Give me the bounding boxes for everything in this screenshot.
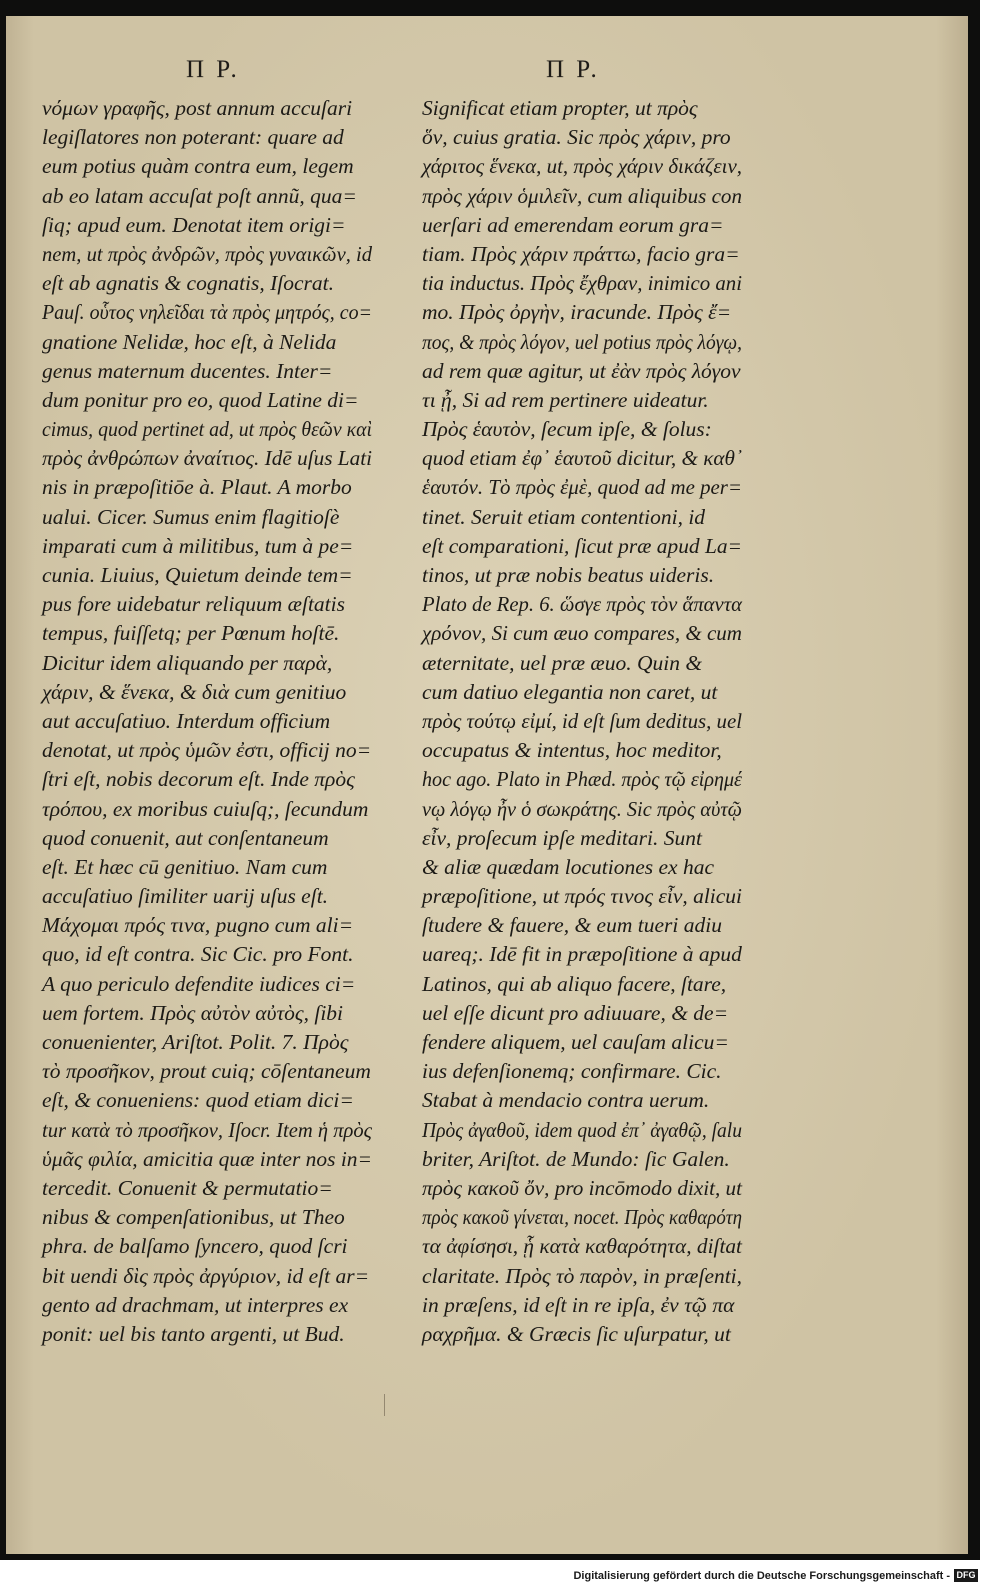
- text-line: ſtudere & fauere, & eum tueri adiu: [422, 913, 722, 938]
- text-line: Latinos, qui ab aliquo facere, ſtare,: [422, 971, 727, 996]
- text-line: εἶν, proſecum ipſe meditari. Sunt: [422, 825, 702, 850]
- text-line: Significat etiam propter, ut πρὸς: [422, 96, 698, 120]
- text-line: Μάχομαι πρός τινα, pugno cum ali=: [42, 913, 354, 938]
- margin-mark: [384, 1394, 385, 1416]
- text-line: ραχρῆμα. & Græcis ſic uſurpatur, ut: [422, 1321, 731, 1346]
- text-line: eſt ab agnatis & cognatis, Iſocrat.: [42, 271, 335, 296]
- text-column-right: [422, 94, 742, 1349]
- text-line: tia inductus. Πρὸς ἔχθραν, inimico ani: [422, 271, 742, 296]
- text-line: νόμων γραφῆς, post annum accuſari: [42, 96, 353, 120]
- text-line: πρὸς κακοῦ γίνεται, nocet. Πρὸς καθαρότη: [422, 1205, 742, 1230]
- text-line: Pauſ. οὗτος νηλεῖδαι τὰ πρὸς μητρός, co=: [42, 300, 372, 325]
- text-line: tempus, fuiſſetq; per Pœnum hoſtē.: [42, 621, 340, 646]
- text-line: cimus, quod pertinet ad, ut πρὸς θεῶν καὶ: [42, 417, 372, 442]
- text-line: πρὸς τούτῳ εἰμί, id eſt ſum deditus, uel: [422, 708, 742, 733]
- text-line: ſtri eſt, nobis decorum eſt. Inde πρὸς: [42, 767, 355, 792]
- text-line: ſiq; apud eum. Denotat item origi=: [42, 212, 346, 237]
- text-line: A quo periculo defendite iudices ci=: [42, 971, 356, 996]
- text-line: ius defenſionemq; confirmare. Cic.: [422, 1059, 722, 1084]
- footer-credit: Digitalisierung gefördert durch die Deutsche Forschungsgemeinschaft -: [573, 1570, 950, 1582]
- text-line: aut accuſatiuo. Interdum officium: [42, 708, 331, 733]
- text-line: πρὸς ἀνθρώπων ἀναίτιος. Idē uſus Lati: [42, 446, 372, 471]
- text-line: uareq;. Idē fit in præpoſitione à apud: [422, 942, 742, 967]
- text-line: bit uendi δὶς πρὸς ἀργύριον, id eſt ar=: [42, 1263, 370, 1288]
- text-line: τι ᾖ, Si ad rem pertinere uideatur.: [422, 387, 709, 412]
- text-line: in præſens, id eſt in re ipſa, ἐν τῷ πα: [422, 1292, 735, 1317]
- text-line: tercedit. Conuenit & permutatio=: [42, 1175, 333, 1200]
- text-line: ponit: uel bis tanto argenti, ut Bud.: [42, 1321, 345, 1346]
- text-line: conuenienter, Ariſtot. Polit. 7. Πρὸς: [42, 1030, 349, 1054]
- text-line: mo. Πρὸς ὀργὴν, iracunde. Πρὸς ἔ=: [422, 300, 732, 325]
- footer-bar: [0, 1562, 1000, 1592]
- text-line: ὑμᾶς φιλία, amicitia quæ inter nos in=: [42, 1146, 372, 1171]
- text-line: nem, ut πρὸς ἀνδρῶν, πρὸς γυναικῶν, id: [42, 241, 372, 266]
- running-head-right: Π Ρ.: [546, 56, 600, 83]
- text-column-left: [42, 94, 372, 1349]
- dfg-logo: DFG: [954, 1569, 978, 1582]
- text-line: quod etiam ἐφ᾽ ἑαυτοῦ dicitur, & καθ᾽: [422, 446, 742, 471]
- text-line: genus maternum ducentes. Inter=: [42, 358, 333, 383]
- text-line: tiam. Πρὸς χάριν πράττω, facio gra=: [422, 241, 740, 266]
- text-line: χάριν, & ἕνεκα, & διὰ cum genitiuo: [42, 679, 347, 704]
- text-line: ἑαυτόν. Τὸ πρὸς ἐμὲ, quod ad me per=: [422, 475, 742, 500]
- text-line: uerſari ad emerendam eorum gra=: [422, 212, 724, 237]
- text-line: ualui. Cicer. Sumus enim flagitioſè: [42, 504, 340, 529]
- text-line: Stabat à mendacio contra uerum.: [422, 1088, 710, 1113]
- text-line: ad rem quæ agitur, ut ἐὰν πρὸς λόγον: [422, 358, 741, 383]
- text-line: æternitate, uel præ æuo. Quin &: [422, 650, 703, 675]
- text-line: dum ponitur pro eo, quod Latine di=: [42, 387, 359, 412]
- text-line: πρὸς κακοῦ ὄν, pro incōmodo dixit, ut: [422, 1175, 742, 1200]
- text-line: ὅν, cuius gratia. Sic πρὸς χάριν, pro: [422, 125, 731, 150]
- text-line: eſt. Et hæc cū genitiuo. Nam cum: [42, 854, 328, 879]
- text-line: eſt comparationi, ſicut præ apud La=: [422, 533, 742, 558]
- text-line: quod conuenit, aut conſentaneum: [42, 825, 329, 850]
- text-line: eum potius quàm contra eum, legem: [42, 154, 354, 179]
- text-line: χάριτος ἕνεκα, ut, πρὸς χάριν δικάζειν,: [422, 154, 742, 179]
- text-line: Πρὸς ἀγαθοῦ, idem quod ἐπ᾽ ἀγαθῷ, ſalu: [422, 1117, 742, 1142]
- text-line: quo, id eſt contra. Sic Cic. pro Font.: [42, 942, 354, 967]
- text-line: πρὸς χάριν ὁμιλεῖν, cum aliquibus con: [422, 183, 742, 208]
- text-line: τα ἀφίσησι, ᾗ κατὰ καθαρότητα, diſtat: [422, 1234, 742, 1259]
- text-line: uel eſſe dicunt pro adiuuare, & de=: [422, 1000, 729, 1025]
- text-line: tinet. Seruit etiam contentioni, id: [422, 504, 706, 529]
- text-line: cum datiuo elegantia non caret, ut: [422, 679, 718, 704]
- text-line: imparati cum à militibus, tum à pe=: [42, 533, 354, 558]
- text-line: ab eo latam accuſat poſt annũ, qua=: [42, 183, 357, 208]
- text-line: Dicitur idem aliquando per παρὰ,: [42, 650, 333, 675]
- text-line: accuſatiuo ſimiliter uarij uſus eſt.: [42, 884, 329, 909]
- text-line: Πρὸς ἑαυτὸν, ſecum ipſe, & ſolus:: [422, 417, 712, 442]
- text-line: gnatione Nelidæ, hoc eſt, à Nelida: [42, 329, 337, 354]
- text-line: hoc ago. Plato in Phæd. πρὸς τῷ εἰρημέ: [422, 767, 742, 792]
- text-line: τρόπου, ex moribus cuiuſq;, ſecundum: [42, 796, 369, 821]
- text-line: Plato de Rep. 6. ὥσγε πρὸς τὸν ἅπαντα: [422, 592, 742, 617]
- text-line: & aliæ quædam locutiones ex hac: [422, 854, 715, 879]
- text-line: nibus & compenſationibus, ut Theo: [42, 1205, 345, 1230]
- text-line: nis in præpoſitiōe à. Plaut. A morbo: [42, 475, 352, 500]
- text-line: tinos, ut præ nobis beatus uideris.: [422, 563, 715, 587]
- text-line: cunia. Liuius, Quietum deinde tem=: [42, 563, 353, 587]
- text-line: gento ad drachmam, ut interpres ex: [42, 1292, 349, 1317]
- text-line: πος, & πρὸς λόγον, uel potius πρὸς λόγῳ,: [422, 329, 742, 354]
- book-page: [6, 16, 968, 1554]
- text-line: præpoſitione, ut πρός τινος εἶν, alicui: [422, 884, 742, 909]
- text-line: denotat, ut πρὸς ὑμῶν ἐστι, officij no=: [42, 738, 372, 763]
- text-line: briter, Ariſtot. de Mundo: ſic Galen.: [422, 1146, 730, 1171]
- text-line: pus fore uidebatur reliquum æſtatis: [42, 592, 345, 617]
- text-line: claritate. Πρὸς τὸ παρὸν, in præſenti,: [422, 1263, 742, 1288]
- text-line: uem fortem. Πρὸς αὐτὸν αὐτὸς, ſibi: [42, 1000, 344, 1025]
- text-line: νῳ λόγῳ ἦν ὁ σωκράτης. Sic πρὸς αὐτῷ: [422, 796, 742, 821]
- text-line: legiſlatores non poterant: quare ad: [42, 125, 344, 150]
- text-line: tur κατὰ τὸ προσῆκον, Iſocr. Item ἡ πρὸς: [42, 1117, 372, 1142]
- running-head-left: Π Ρ.: [186, 56, 240, 83]
- text-line: occupatus & intentus, hoc meditor,: [422, 738, 722, 763]
- text-line: τὸ προσῆκον, prout cuiq; cōſentaneum: [42, 1059, 371, 1084]
- text-line: eſt, & conueniens: quod etiam dici=: [42, 1088, 354, 1113]
- text-line: phra. de balſamo ſyncero, quod ſcri: [42, 1234, 348, 1259]
- text-line: fendere aliquem, uel cauſam alicu=: [422, 1030, 729, 1054]
- text-line: χρόνον, Si cum æuo compares, & cum: [422, 621, 742, 646]
